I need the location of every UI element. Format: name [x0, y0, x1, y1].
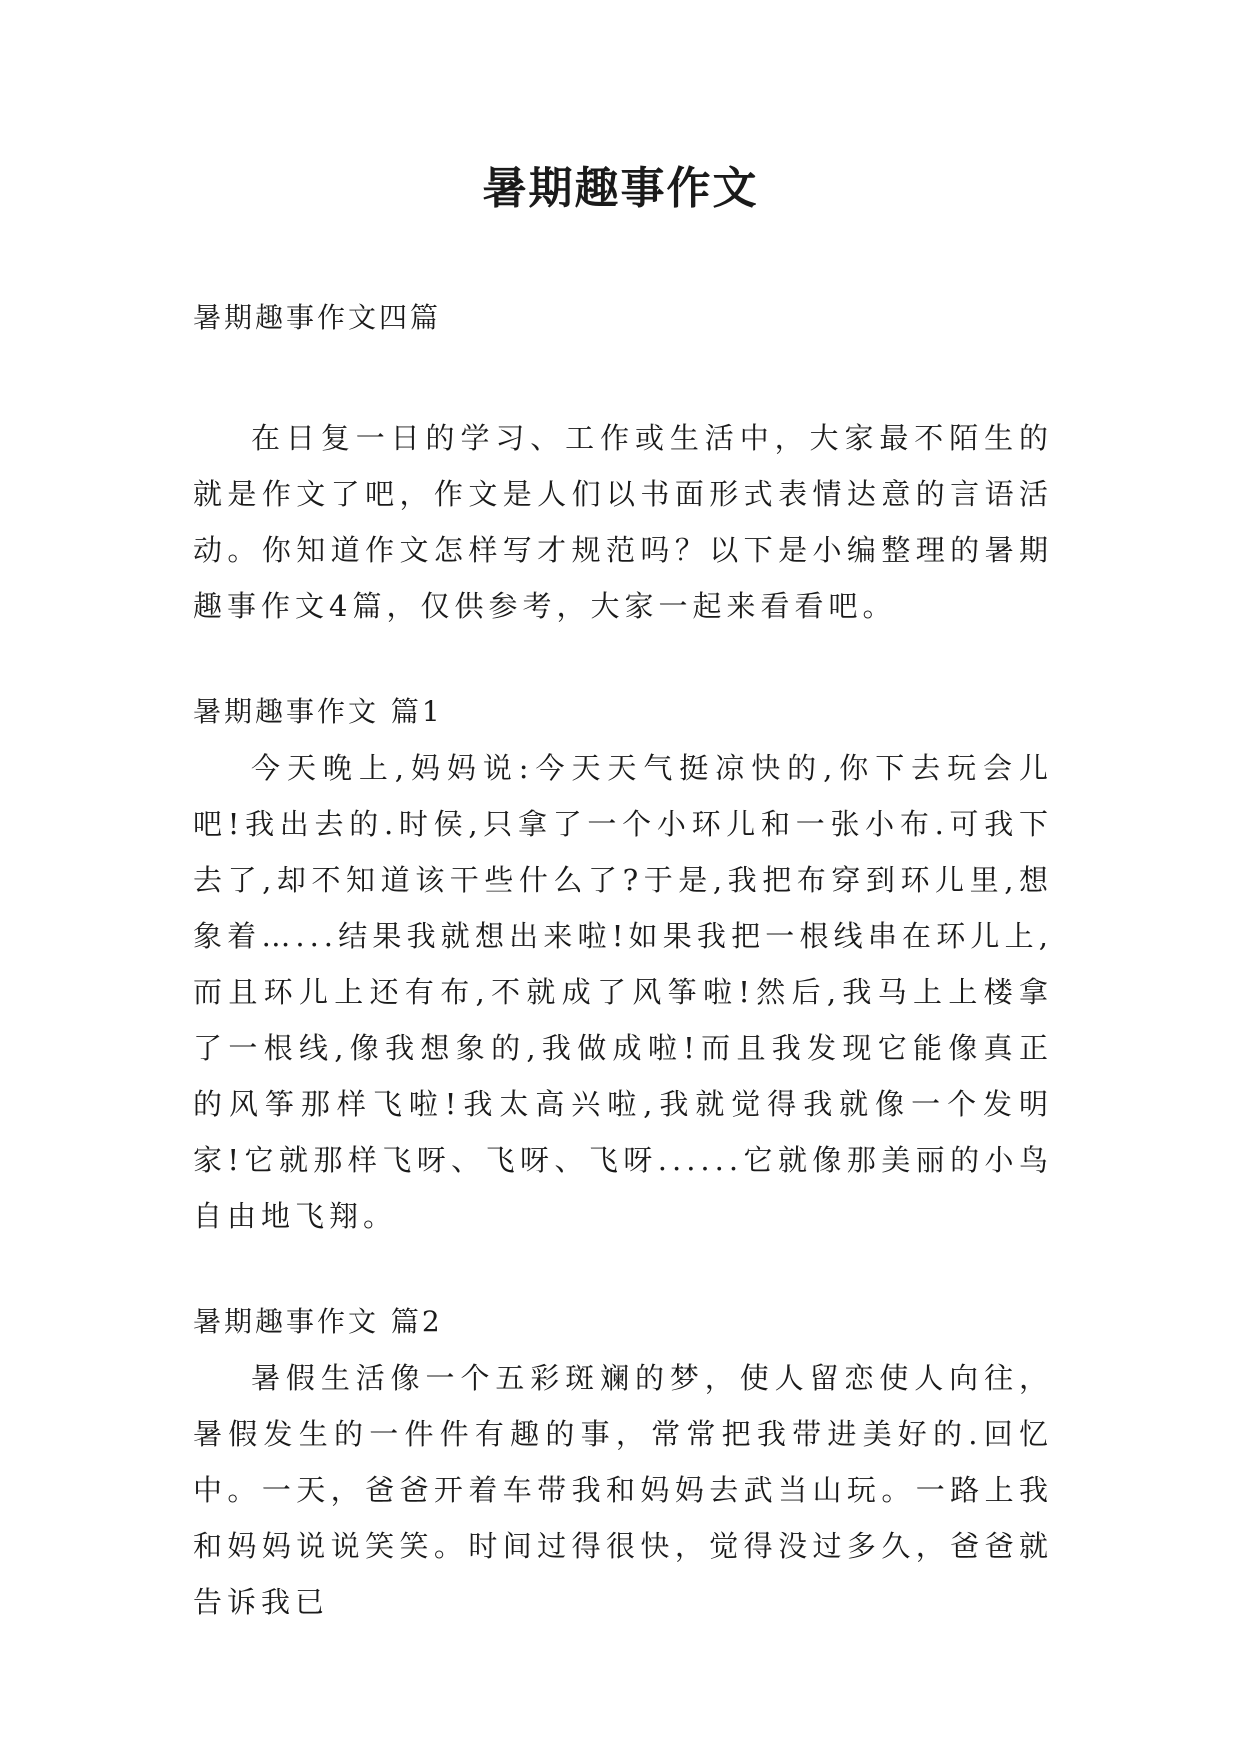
document-body: [193, 290, 1053, 1630]
spacer: [193, 346, 1053, 410]
section-body-2: 暑假生活像一个五彩斑斓的梦，使人留恋使人向往，暑假发生的一件件有趣的事，常常把我带进美好的.回忆中。一天，爸爸开着车带我和妈妈去武当山玩。一路上我和妈妈说说笑笑。时间过得很快，觉得没过多久，爸爸就告诉我已: [193, 1361, 1053, 1619]
intro-paragraph: 在日复一日的学习、工作或生活中，大家最不陌生的就是作文了吧，作文是人们以书面形式表情达意的言语活动。你知道作文怎样写才规范吗？以下是小编整理的暑期趣事作文4篇，仅供参考，大家一起来看看吧。: [193, 421, 1053, 623]
spacer: [193, 1244, 1053, 1294]
section-heading-1: 暑期趣事作文 篇1: [193, 695, 443, 728]
document-subtitle: 暑期趣事作文四篇: [193, 301, 442, 334]
section-heading-2: 暑期趣事作文 篇2: [193, 1305, 443, 1338]
document-title: 暑期趣事作文: [482, 163, 759, 214]
spacer: [193, 634, 1053, 684]
section-body-1: 今天晚上,妈妈说:今天天气挺凉快的,你下去玩会儿吧!我出去的.时侯,只拿了一个小环儿和一张小布.可我下去了,却不知道该干些什么了?于是,我把布穿到环儿里,想象着…...结果我就想出来啦!如果我把一根线串在环儿上,而且环儿上还有布,不就成了风筝啦!然后,我马上上楼拿了一根线,像我想象的,我做成啦!而且我发现它能像真正的风筝那样飞啦!我太高兴啦,我就觉得我就像一个发明家!它就那样飞呀、飞呀、飞呀......它就像那美丽的小鸟自由地飞翔。: [193, 751, 1053, 1233]
